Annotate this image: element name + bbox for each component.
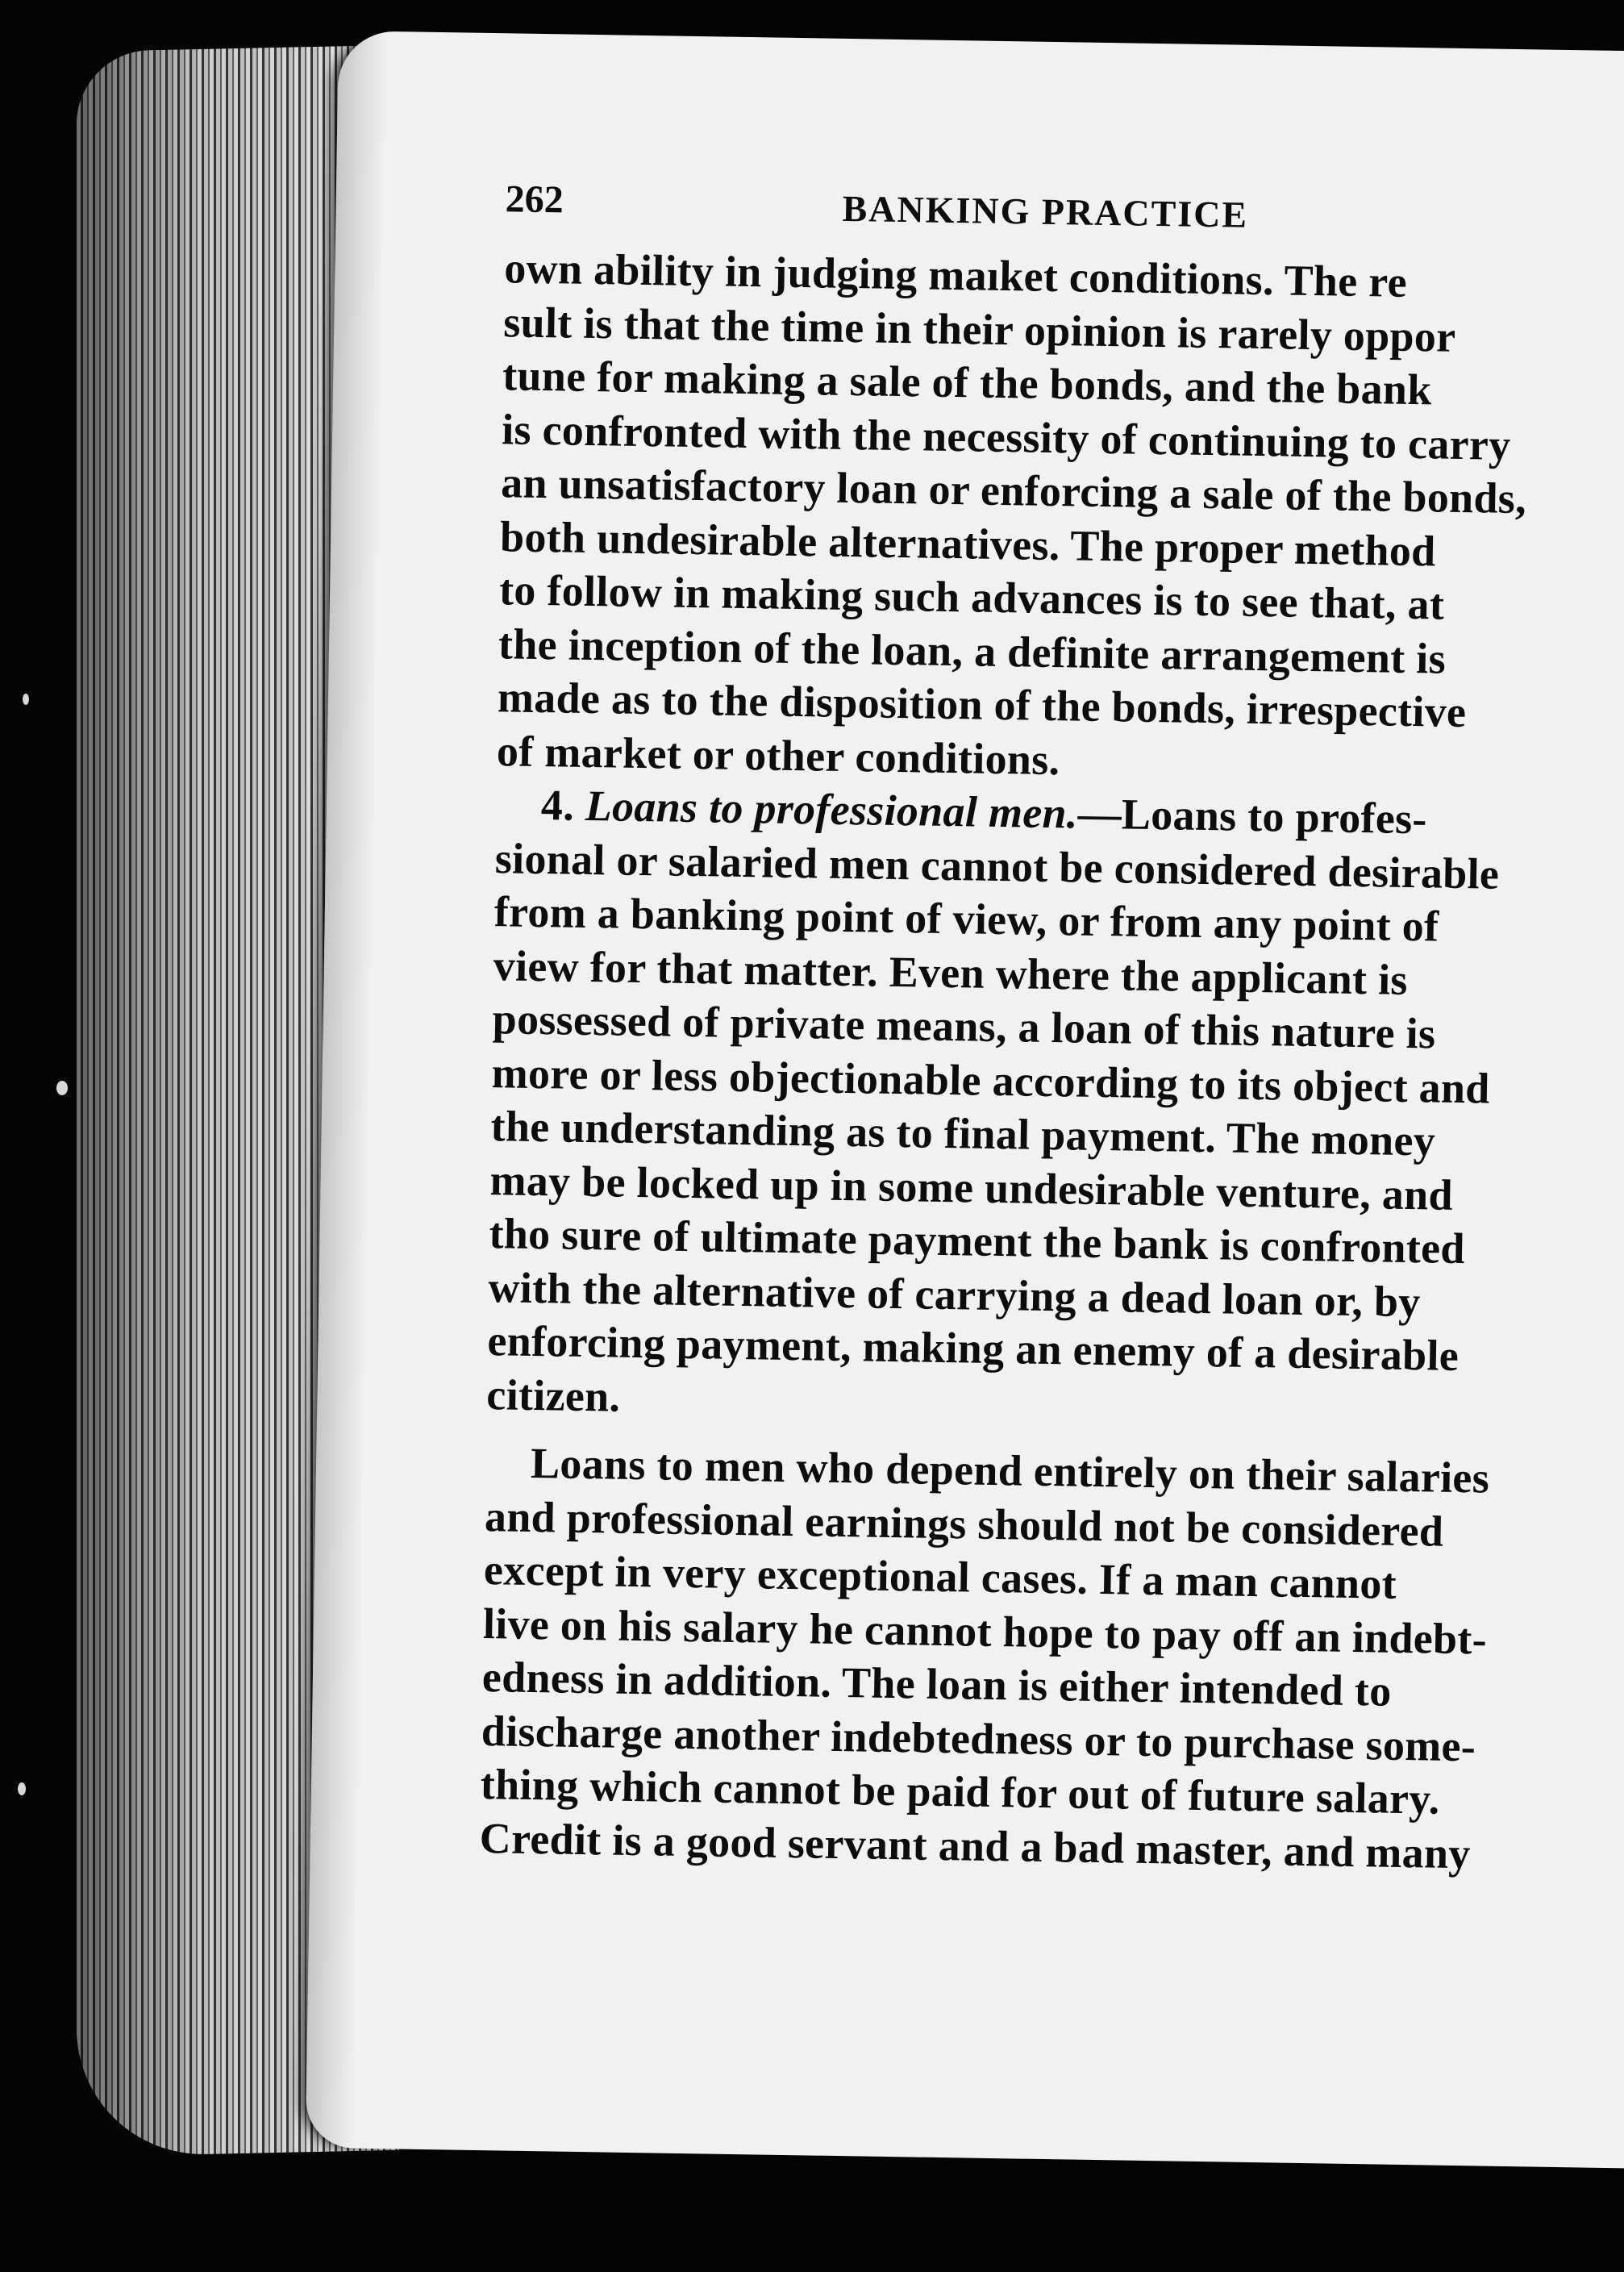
text-line: to follow in making such advances is to see that, at	[498, 565, 1445, 629]
text-block	[479, 177, 1624, 1882]
text-line: with the alternative of carrying a dead loan or, by	[488, 1262, 1422, 1326]
running-title: BANKING PRACTICE	[842, 187, 1249, 236]
text-line: enforcing payment, making an enemy of a desirable	[487, 1316, 1460, 1381]
text-line: of market or other conditions.	[496, 726, 1060, 784]
book-page	[306, 31, 1624, 2168]
text-line: more or less objectionable according to its object and	[491, 1048, 1491, 1113]
text-line: Credit is a good servant and a bad master, and many	[479, 1813, 1472, 1878]
text-line: live on his salary he cannot hope to pay off an indebt-	[482, 1599, 1488, 1664]
text-line: thing which cannot be paid for out of future salary.	[480, 1760, 1440, 1824]
text-line: tune for making a sale of the bonds, and the bank	[502, 351, 1433, 415]
dust-speck	[56, 1081, 68, 1095]
text-line: own ability in judging maıket conditions. The re	[503, 244, 1408, 306]
dust-speck	[23, 694, 29, 705]
page-number: 262	[505, 177, 564, 222]
text-line: citizen.	[485, 1369, 621, 1421]
text-line: view for that matter. Even where the applicant is	[493, 940, 1409, 1004]
section-first-line-text: —Loans to profes-	[1077, 789, 1428, 844]
text-line: from a banking point of view, or from any point of	[493, 887, 1439, 951]
text-line: sult is that the time in their opinion is rarely oppor	[502, 297, 1456, 361]
dust-speck	[18, 1782, 26, 1795]
text-line: an unsatisfactory loan or enforcing a sale of the bonds,	[500, 458, 1527, 523]
text-line: except in very exceptional cases. If a man cannot	[483, 1545, 1397, 1608]
text-line: and professional earnings should not be considered	[484, 1491, 1444, 1556]
text-line: made as to the disposition of the bonds, irrespective	[497, 673, 1467, 737]
text-line: Loans to men who depend entirely on their salaries	[530, 1438, 1490, 1503]
text-line: discharge another indebtedness or to purchase some-	[481, 1706, 1476, 1770]
text-line: sional or salaried men cannot be considered desirable	[494, 833, 1500, 898]
text-line: may be locked up in some undesirable venture, and	[489, 1155, 1454, 1219]
paragraph-continued	[496, 241, 1624, 795]
text-line: edness in addition. The loan is either intended to	[481, 1653, 1393, 1715]
text-line: tho sure of ultimate payment the bank is confronted	[489, 1209, 1466, 1274]
text-line: the understanding as to final payment. The money	[490, 1102, 1436, 1165]
section-heading: Loans to professional men.	[585, 781, 1079, 838]
section-number: 4.	[540, 781, 575, 830]
text-line: both undesirable alternatives. The proper method	[499, 511, 1436, 575]
paragraph	[479, 1436, 1624, 1882]
text-line: is confronted with the necessity of continuing to carry	[501, 404, 1512, 469]
section-paragraph	[486, 777, 1624, 1439]
text-line: possessed of private means, a loan of this nature is	[492, 994, 1436, 1058]
text-line: the inception of the loan, a definite arrangement is	[498, 619, 1447, 683]
